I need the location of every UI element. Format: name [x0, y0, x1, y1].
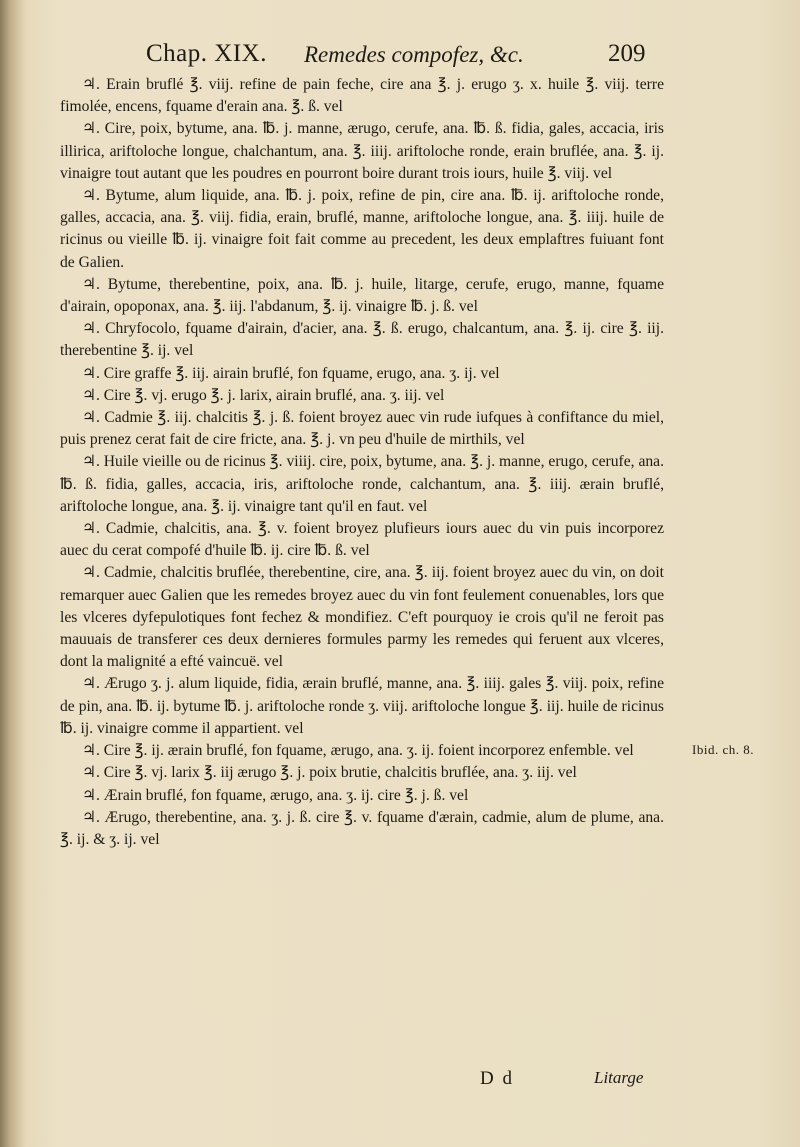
- running-title: Remedes compofez, &c.: [304, 42, 524, 67]
- page-number: 209: [608, 40, 646, 67]
- marginal-note: Ibid. ch. 8.: [692, 742, 754, 757]
- recipe-paragraph: ♃. Chryfocolo, fquame d'airain, d'acier, ana. ℥. ß. erugo, chalcantum, ana. ℥. ij. cire ℥. iij. therebentine ℥. ij. vel: [60, 320, 664, 360]
- running-header: [146, 40, 666, 76]
- chapter-label: Chap. XIX.: [146, 40, 267, 67]
- catchword: Litarge: [594, 1068, 644, 1087]
- recipe-paragraph: ♃. Ærugo, therebentine, ana. ʒ. j. ß. cire ℥. v. fquame d'ærain, cadmie, alum de plume, ana. ℥. ij. & ʒ. ij. vel: [60, 808, 664, 848]
- recipe-paragraph: ♃. Cire, poix, bytume, ana. ℔. j. manne, ærugo, cerufe, ana. ℔. ß. fidia, gales, accacia, iris illirica, ariftoloche longue, chalchantum, ana. ℥. iiij. ariftoloche ronde, erain bruflée, ana. ℥. ij. vinaigre tout autant que les poudres en pourront boire durant trois iours, huile ℥. viij. vel: [60, 120, 664, 182]
- recipe-paragraph: ♃. Ærugo ʒ. j. alum liquide, fidia, ærain bruflé, manne, ana. ℥. iiij. gales ℥. viij. poix, refine de pin, ana. ℔. ij. bytume ℔. j. ariftoloche ronde ʒ. viij. ariftoloche longue ℥. iij. huile de ricinus ℔. ij. vinaigre comme il appartient. vel: [60, 675, 664, 737]
- recipe-paragraph: ♃. Huile vieille ou de ricinus ℥. viiij. cire, poix, bytume, ana. ℥. j. manne, erugo, cerufe, ana. ℔. ß. fidia, galles, accacia, iris, ariftoloche ronde, calchantum, ana. ℥. iiij. ærain bruflé, ariftoloche longue, ana. ℥. ij. vinaigre tant qu'il en faut. vel: [60, 453, 664, 515]
- recipe-paragraph: ♃. Cadmie, chalcitis bruflée, therebentine, cire, ana. ℥. iij. foient broyez auec du vin, on doit remarquer auec Galien que les remedes broyez auec du vin font feulement conuenables, lors que les vlceres dyfepulotiques font fechez & mondifiez. C'eft pourquoy ie crois qu'il ne feroit pas mauuais de transferer ces deux dernieres formules parmy les remedes qui feruent aux vlceres, dont la malignité a efté vaincuë. vel: [60, 564, 664, 671]
- recipe-paragraph: ♃. Cire ℥. vj. erugo ℥. j. larix, airain bruflé, ana. ʒ. iij. vel: [82, 386, 445, 404]
- recipe-paragraph: ♃. Bytume, alum liquide, ana. ℔. j. poix, refine de pin, cire ana. ℔. ij. ariftoloche ronde, galles, accacia, ana. ℥. viij. fidia, erain, bruflé, manne, ariftoloche longue, ana. ℥. iiij. huile de ricinus ou vieille ℔. ij. vinaigre foit fait comme au precedent, les deux emplaftres fuiuant font de Galien.: [60, 187, 664, 271]
- signature-mark: D d: [480, 1068, 514, 1089]
- recipe-list: [60, 74, 664, 851]
- recipe-paragraph: ♃. Ærain bruflé, fon fquame, ærugo, ana. ʒ. ij. cire ℥. j. ß. vel: [82, 786, 469, 804]
- recipe-paragraph: ♃. Cire ℥. vj. larix ℥. iij ærugo ℥. j. poix brutie, chalcitis bruflée, ana. ʒ. iij. vel: [82, 764, 577, 782]
- recipe-paragraph: ♃. Cadmie ℥. iij. chalcitis ℥. j. ß. foient broyez auec vin rude iufques à confiftance du miel, puis prenez cerat fait de cire fricte, ana. ℥. j. vn peu d'huile de mirthils, vel: [60, 409, 664, 449]
- recipe-paragraph: ♃. Erain bruflé ℥. viij. refine de pain feche, cire ana ℥. j. erugo ʒ. x. huile ℥. viij. terre fimolée, encens, fquame d'erain ana. ℥. ß. vel: [60, 76, 664, 116]
- recipe-paragraph: ♃. Cadmie, chalcitis, ana. ℥. v. foient broyez plufieurs iours auec du vin puis incorporez auec du cerat compofé d'huile ℔. ij. cire ℔. ß. vel: [60, 520, 664, 560]
- recipe-paragraph: ♃. Cire ℥. ij. ærain bruflé, fon fquame, ærugo, ana. ʒ. ij. foient incorporez enfemble. vel: [82, 742, 634, 760]
- recipe-paragraph: ♃. Cire graffe ℥. iij. airain bruflé, fon fquame, erugo, ana. ʒ. ij. vel: [82, 364, 500, 382]
- recipe-paragraph: ♃. Bytume, therebentine, poix, ana. ℔. j. huile, litarge, cerufe, erugo, manne, fquame d'airain, opoponax, ana. ℥. iij. l'abdanum, ℥. ij. vinaigre ℔. j. ß. vel: [60, 275, 664, 316]
